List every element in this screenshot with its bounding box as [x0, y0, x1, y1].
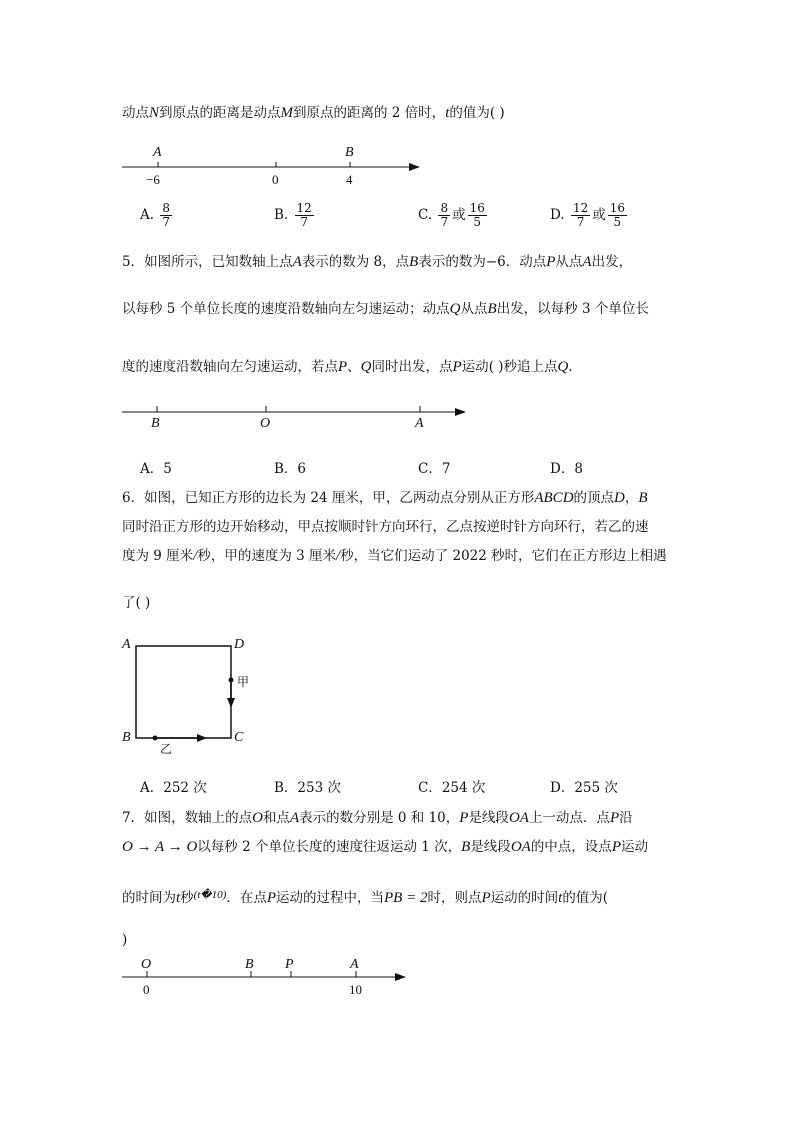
q7-line-4: )	[122, 932, 128, 948]
axis-label-a: A	[153, 145, 162, 160]
axis-label-b: B	[245, 957, 254, 972]
vertex-c: C	[234, 730, 244, 745]
option-d[interactable]: D．255 次	[550, 780, 618, 796]
tick-label: 0	[143, 982, 150, 997]
answer-blank: ( )	[489, 105, 505, 121]
fraction: $\frac{16}{5}$	[609, 201, 625, 229]
axis-label-o: O	[260, 416, 271, 431]
fraction: $\frac{8}{7}$	[162, 201, 170, 229]
q4-stem: 动点N到原点的距离是动点M到原点的距离的 2 倍时，t的值为( )	[122, 105, 505, 121]
tick-label: 10	[349, 982, 362, 997]
option-b[interactable]: B．253 次	[274, 780, 341, 796]
fraction: $\frac{8}{7}$	[440, 201, 449, 229]
option-c[interactable]: C．7	[418, 461, 451, 477]
label-yi: 乙	[160, 742, 173, 756]
q5-number-line	[122, 406, 466, 416]
fraction: $\frac{12}{7}$	[572, 201, 589, 229]
q6-square-figure	[136, 646, 235, 742]
q6-line-3: 度为 9 厘米/秒，甲的速度为 3 厘米/秒，当它们运动了 2022 秒时，它们在正方形边上相遇	[122, 548, 667, 564]
option-a[interactable]: A．5	[140, 461, 172, 477]
axis-label-b: B	[151, 416, 160, 431]
q7-number-line	[122, 971, 406, 981]
axis-label-b: B	[345, 145, 354, 160]
option-c[interactable]: C．254 次	[418, 780, 486, 796]
option-d[interactable]: D．8	[550, 461, 583, 477]
q6-line-4: 了( )	[122, 595, 151, 611]
vertex-b: B	[122, 730, 131, 745]
label-jia: 甲	[237, 675, 250, 689]
fraction: $\frac{16}{5}$	[469, 201, 485, 229]
axis-label-a: A	[350, 957, 359, 972]
q7-line-3: 的时间为t秒$^{(t�10)}$．在点P运动的过程中，当PB = 2时，则点P运动的时间t的值为(	[122, 889, 609, 906]
vertex-d: D	[234, 637, 245, 652]
option-b[interactable]: B．6	[274, 461, 307, 477]
tick-label: 4	[346, 172, 353, 187]
axis-label-p: P	[285, 957, 294, 972]
option-b[interactable]: B. $\frac{12}{7}$	[274, 201, 312, 229]
q5-line-3: 度的速度沿数轴向左匀速运动，若点P、Q同时出发，点P运动( )秒追上点Q．	[122, 359, 582, 375]
option-c[interactable]: C. $\frac{8}{7}$ 或 $\frac{16}{5}$	[418, 201, 485, 229]
q5-line-2: 以每秒 5 个单位长度的速度沿数轴向左匀速运动；动点Q从点B出发，以每秒 3 个单位长	[122, 301, 649, 317]
q6-line-1: 6．如图，已知正方形的边长为 24 厘米，甲，乙两动点分别从正方形ABCD的顶点D，B	[122, 490, 648, 506]
option-d[interactable]: D. $\frac{12}{7}$ 或 $\frac{16}{5}$	[550, 201, 625, 229]
q6-line-2: 同时沿正方形的边开始移动，甲点按顺时针方向环行，乙点按逆时针方向环行，若乙的速	[122, 519, 649, 535]
option-a[interactable]: A. $\frac{8}{7}$	[140, 201, 170, 229]
tick-label: −6	[146, 172, 160, 187]
q5-line-1: 5．如图所示，已知数轴上点A表示的数为 8，点B表示的数为−6．动点P从点A出发，	[122, 254, 633, 270]
q7-line-2: O → A → O以每秒 2 个单位长度的速度往返运动 1 次，B是线段OA的中点，设点P运动	[122, 839, 648, 855]
q4-number-line	[122, 162, 420, 171]
q7-line-1: 7．如图，数轴上的点O和点A表示的数分别是 0 和 10，P是线段OA上一动点．点P沿	[122, 810, 633, 826]
answer-blank: ( )	[488, 359, 504, 375]
tick-label: 0	[272, 172, 279, 187]
axis-label-a: A	[415, 416, 424, 431]
answer-blank: ( )	[135, 595, 151, 611]
option-a[interactable]: A．252 次	[140, 780, 207, 796]
fraction: $\frac{12}{7}$	[296, 201, 312, 229]
axis-label-o: O	[141, 957, 152, 972]
vertex-a: A	[122, 637, 131, 652]
